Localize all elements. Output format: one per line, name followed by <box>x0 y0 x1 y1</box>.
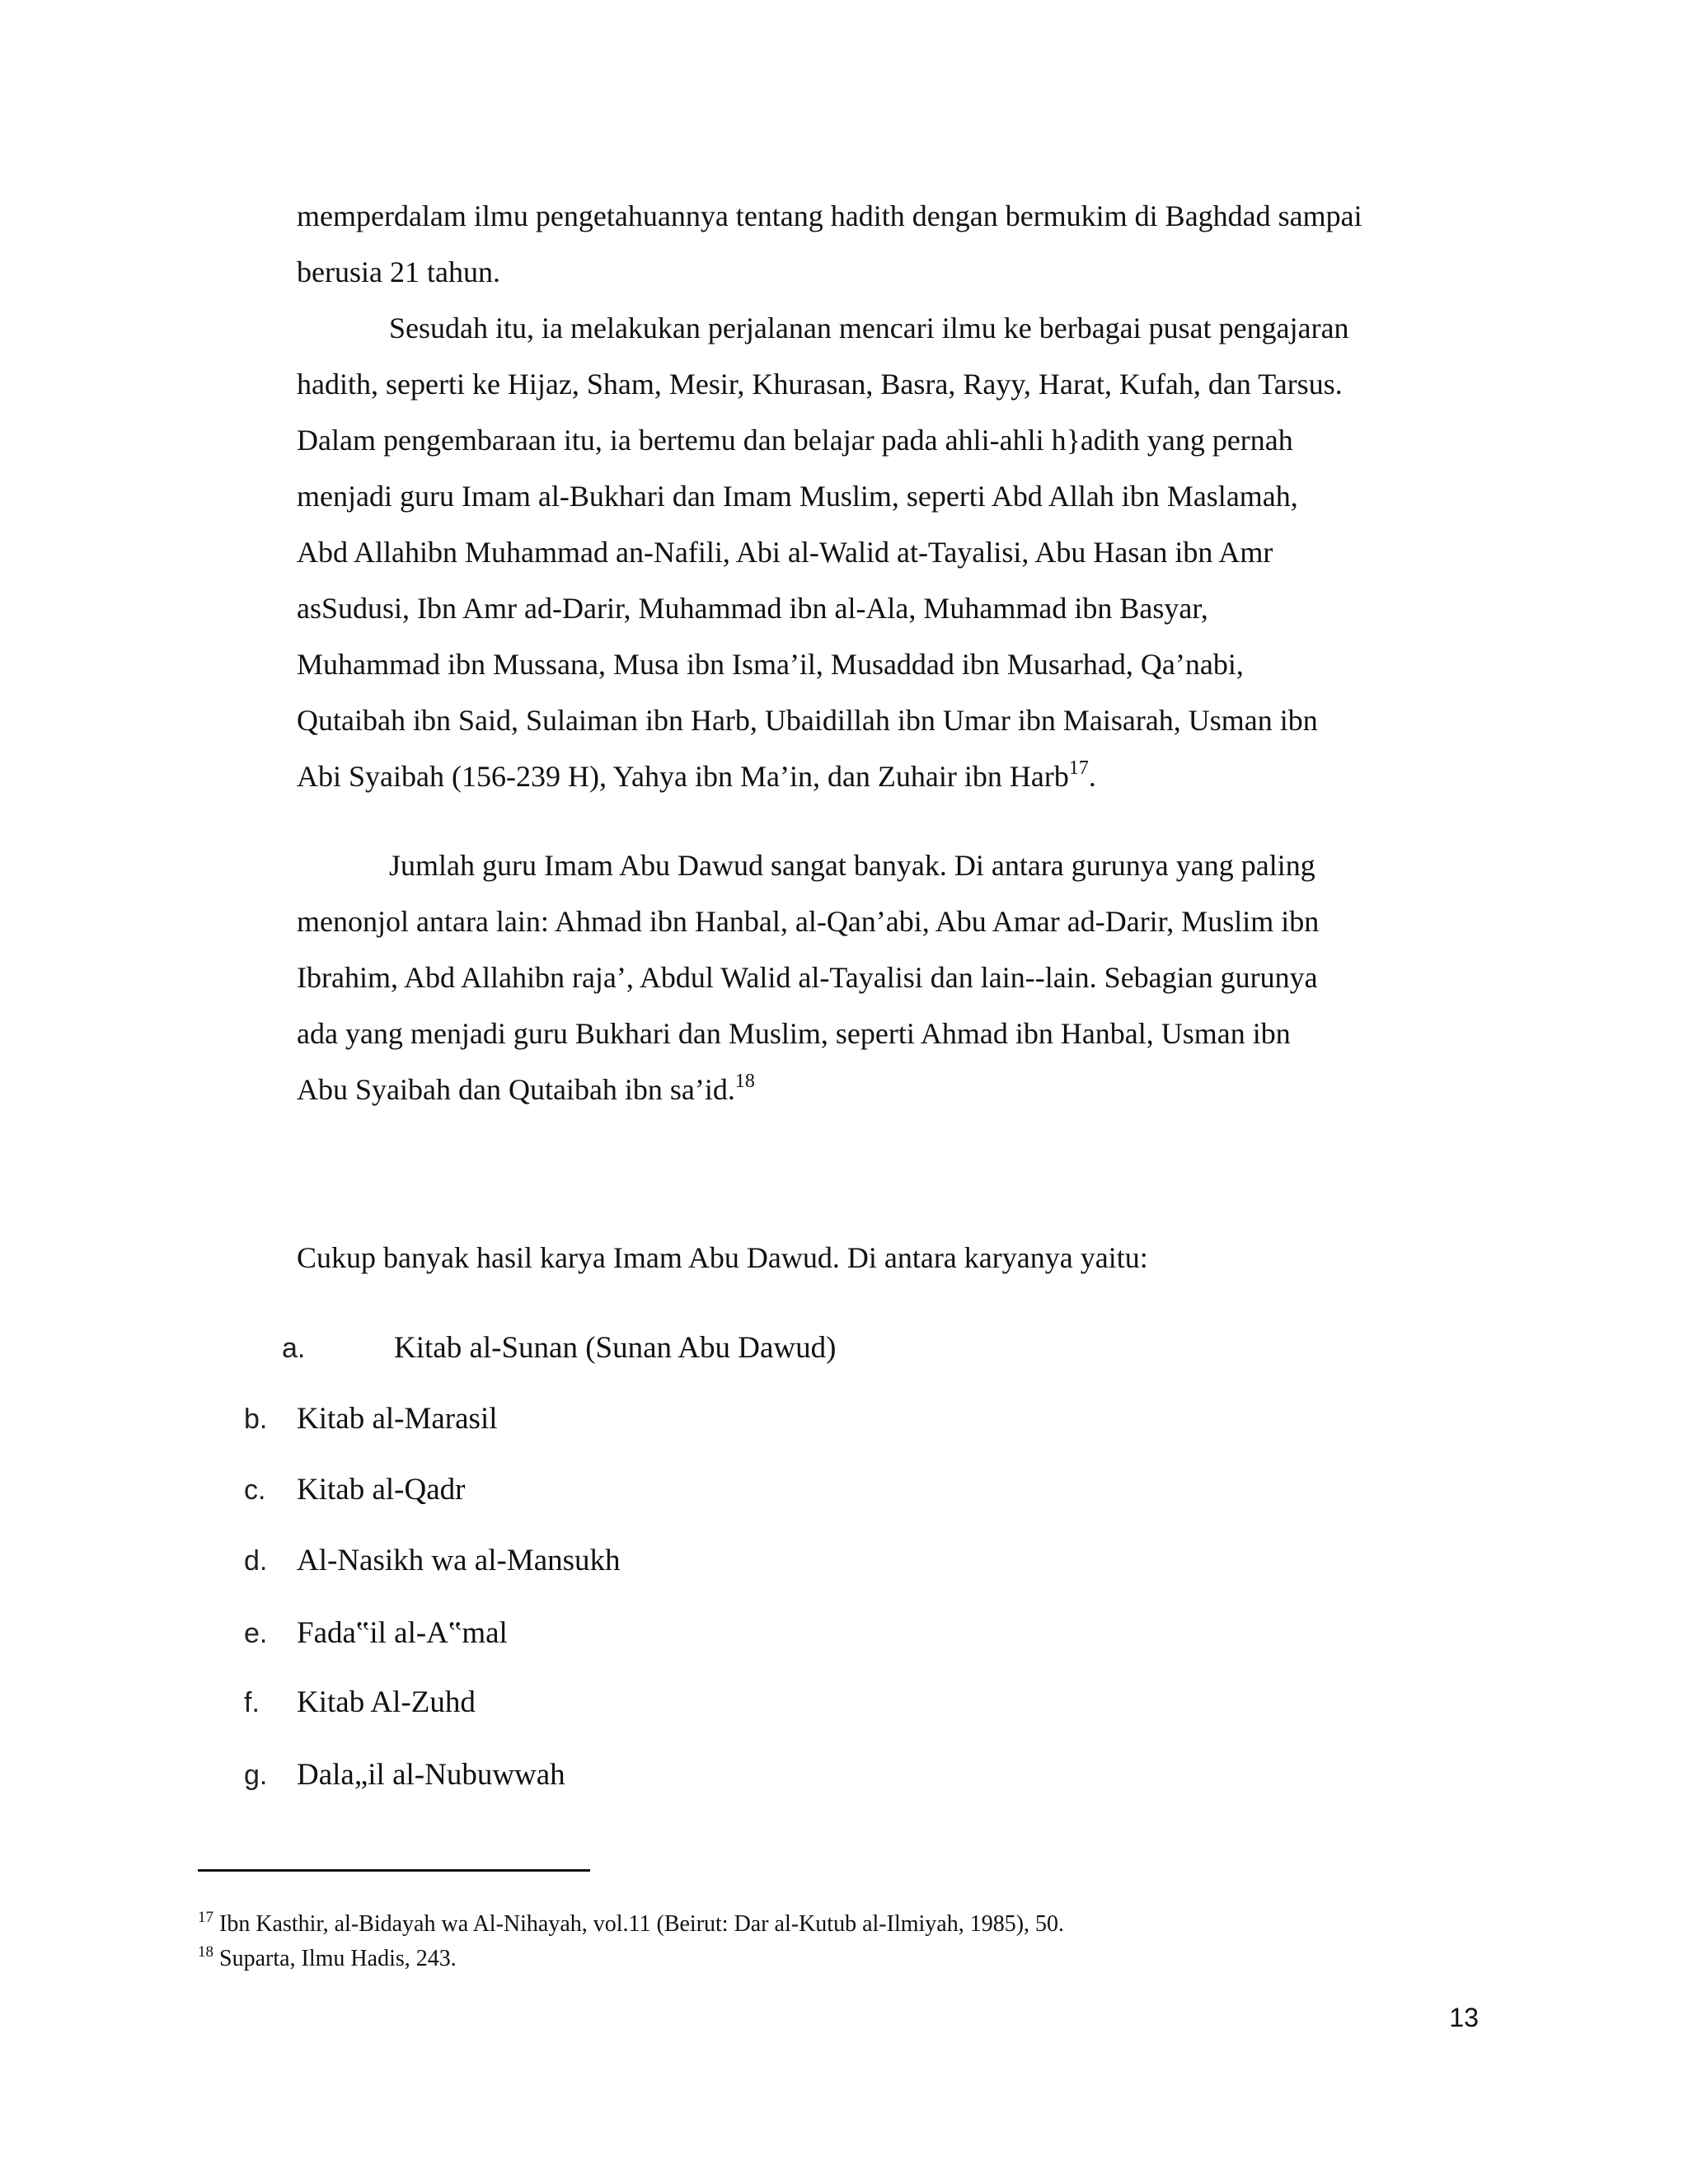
list-item-text: Fada‟il al-A‟mal <box>297 1616 508 1650</box>
body-line <box>297 757 1096 796</box>
list-item <box>0 1755 1688 1805</box>
body-line-text: Abu Syaibah dan Qutaibah ibn sa’id. <box>297 1073 735 1106</box>
footnote-text: Suparta, Ilmu Hadis, 243. <box>213 1946 457 1971</box>
list-item <box>0 1470 1688 1520</box>
footnote-number: 18 <box>198 1943 213 1961</box>
list-marker: b. <box>244 1404 268 1435</box>
body-line: Muhammad ibn Mussana, Musa ibn Isma’il, Musaddad ibn Musarhad, Qa’nabi, <box>297 648 1244 681</box>
list-item-text: Kitab Al-Zuhd <box>297 1685 476 1719</box>
body-line: Jumlah guru Imam Abu Dawud sangat banyak. Di antara gurunya yang paling <box>389 849 1315 882</box>
list-marker: g. <box>244 1760 268 1791</box>
body-line: hadith, seperti ke Hijaz, Sham, Mesir, Khurasan, Basra, Rayy, Harat, Kufah, dan Tarsus. <box>297 368 1343 401</box>
list-item <box>0 1614 1688 1663</box>
footnote-17 <box>198 1910 1064 1938</box>
body-line: asSudusi, Ibn Amr ad-Darir, Muhammad ibn al-Ala, Muhammad ibn Basyar, <box>297 592 1208 625</box>
body-line: Abd Allahibn Muhammad an-Nafili, Abi al-Walid at-Tayalisi, Abu Hasan ibn Amr <box>297 536 1273 569</box>
body-line: Dalam pengembaraan itu, ia bertemu dan belajar pada ahli-ahli h}adith yang pernah <box>297 424 1293 457</box>
body-line: memperdalam ilmu pengetahuannya tentang hadith dengan bermukim di Baghdad sampai <box>297 199 1362 232</box>
body-line: menjadi guru Imam al-Bukhari dan Imam Muslim, seperti Abd Allah ibn Maslamah, <box>297 480 1298 513</box>
list-item <box>0 1683 1688 1732</box>
body-line: menonjol antara lain: Ahmad ibn Hanbal, al-Qan’abi, Abu Amar ad-Darir, Muslim ibn <box>297 905 1320 938</box>
list-item-text: Kitab al-Sunan (Sunan Abu Dawud) <box>394 1331 837 1365</box>
works-intro: Cukup banyak hasil karya Imam Abu Dawud. Di antara karyanya yaitu: <box>297 1241 1148 1274</box>
body-line <box>297 1070 755 1109</box>
list-item-text: Kitab al-Qadr <box>297 1473 466 1507</box>
list-marker: c. <box>244 1474 266 1506</box>
list-item-text: Al-Nasikh wa al-Mansukh <box>297 1544 621 1577</box>
sentence-end: . <box>1088 760 1096 793</box>
list-item-text: Kitab al-Marasil <box>297 1402 498 1436</box>
list-item <box>0 1329 1688 1378</box>
body-line-text: Abi Syaibah (156-239 H), Yahya ibn Ma’in, dan Zuhair ibn Harb <box>297 760 1069 793</box>
footnote-ref-18[interactable]: 18 <box>734 1071 755 1092</box>
list-marker: a. <box>282 1333 306 1364</box>
footnote-separator <box>198 1869 590 1872</box>
list-item <box>0 1399 1688 1449</box>
list-marker: f. <box>244 1687 260 1718</box>
list-marker: d. <box>244 1545 268 1577</box>
footnote-ref-17[interactable]: 17 <box>1068 757 1089 779</box>
body-line: Ibrahim, Abd Allahibn raja’, Abdul Walid al-Tayalisi dan lain--lain. Sebagian gurunya <box>297 961 1318 994</box>
body-line: berusia 21 tahun. <box>297 255 500 288</box>
body-line: Sesudah itu, ia melakukan perjalanan mencari ilmu ke berbagai pusat pengajaran <box>389 312 1349 344</box>
body-line: Qutaibah ibn Said, Sulaiman ibn Harb, Ubaidillah ibn Umar ibn Maisarah, Usman ibn <box>297 704 1318 737</box>
footnote-number: 17 <box>198 1908 213 1926</box>
list-item-text: Dala„il al-Nubuwwah <box>297 1758 565 1792</box>
footnote-text: Ibn Kasthir, al-Bidayah wa Al-Nihayah, vol.11 (Beirut: Dar al-Kutub al-Ilmiyah, 1985), 50. <box>213 1911 1065 1937</box>
page-number: 13 <box>1449 2003 1479 2032</box>
list-marker: e. <box>244 1618 268 1649</box>
body-line: ada yang menjadi guru Bukhari dan Muslim, seperti Ahmad ibn Hanbal, Usman ibn <box>297 1017 1291 1050</box>
list-item <box>0 1541 1688 1591</box>
footnote-18 <box>198 1945 457 1973</box>
